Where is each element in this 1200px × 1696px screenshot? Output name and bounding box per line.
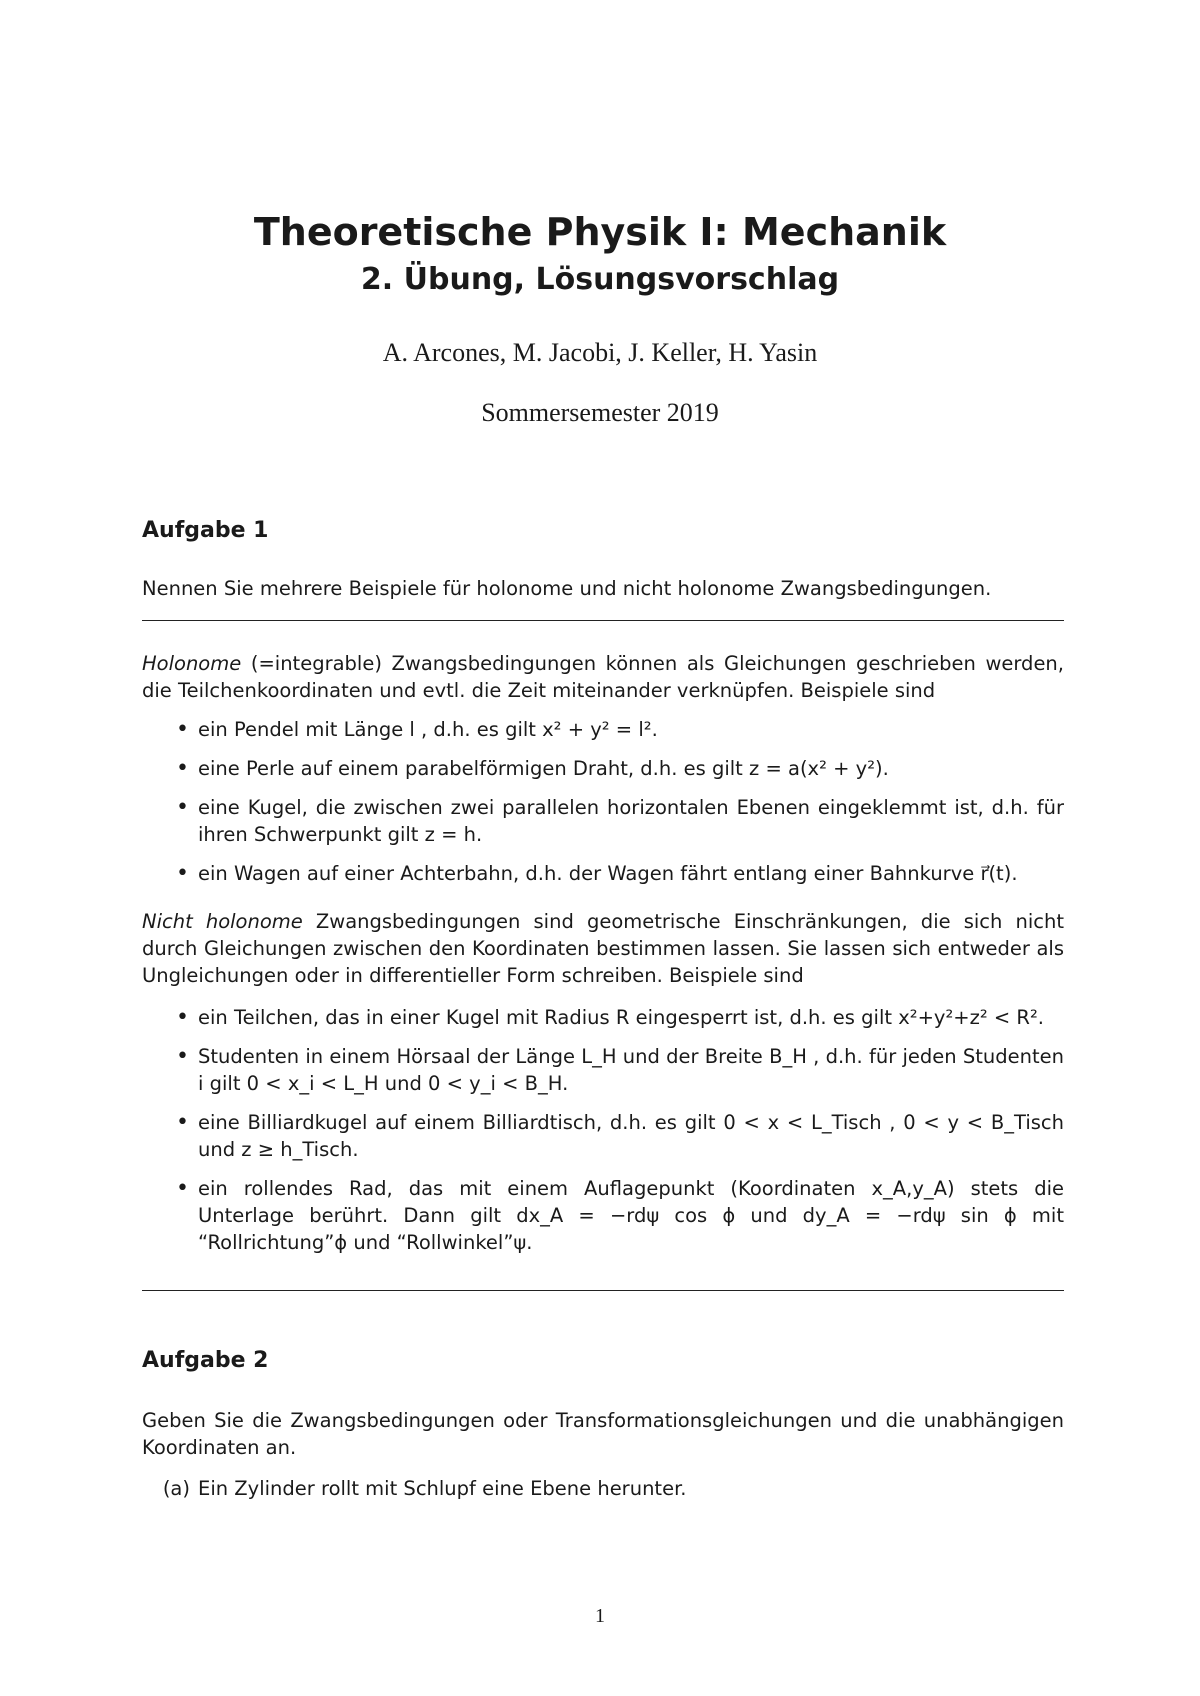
nonholonomic-intro xyxy=(142,908,1064,989)
divider-rule xyxy=(142,620,1064,621)
task-1-question: Nennen Sie mehrere Beispiele für holonome und nicht holonome Zwangsbedingungen. xyxy=(142,577,992,600)
task-1-heading: Aufgabe 1 xyxy=(142,518,269,543)
holonomic-intro xyxy=(142,650,1064,704)
enum-label: (a) xyxy=(162,1477,190,1500)
document-title: Theoretische Physik I: Mechanik xyxy=(253,210,947,254)
list-item: • eine Kugel, die zwischen zwei parallelen horizontalen Ebenen eingeklemmt ist, d.h. für ihren Schwerpunkt gilt z = h. xyxy=(142,794,1064,848)
document-semester: Sommersemester 2019 xyxy=(481,398,719,427)
holonomic-examples-list xyxy=(142,716,1064,899)
holonomic-intro-text: (=integrable) Zwangsbedingungen können als Gleichungen geschrieben werden, die Teilchenkoordinaten und evtl. die Zeit miteinander verknüpfen. Beispiele sind xyxy=(142,652,1064,702)
task-2-question: Geben Sie die Zwangsbedingungen oder Transformationsgleichungen und die unabhängigen Koordinaten an. xyxy=(142,1409,1064,1459)
task-2-heading: Aufgabe 2 xyxy=(142,1348,269,1373)
enum-text: Ein Zylinder rollt mit Schlupf eine Ebene herunter. xyxy=(198,1477,687,1500)
document-subtitle: 2. Übung, Lösungsvorschlag xyxy=(360,262,840,297)
nonholonomic-intro-text: Zwangsbedingungen sind geometrische Einschränkungen, die sich nicht durch Gleichungen zwischen den Koordinaten bestimmen lassen. Sie lassen sich entweder als Ungleichungen oder in differentieller Form schreiben. Beispiele sind xyxy=(142,910,1064,987)
nonholonomic-examples-list xyxy=(142,1004,1064,1268)
list-item: • ein Teilchen, das in einer Kugel mit Radius R eingesperrt ist, d.h. es gilt x²+y²+z² < R². xyxy=(142,1004,1064,1031)
divider-rule xyxy=(142,1290,1064,1291)
nonholonomic-term: Nicht holonome xyxy=(142,910,303,933)
holonomic-term: Holonome xyxy=(142,652,242,675)
list-item: • eine Billiardkugel auf einem Billiardtisch, d.h. es gilt 0 < x < L_Tisch , 0 < y < B_Tisch und z ≥ h_Tisch. xyxy=(142,1109,1064,1163)
list-item: • eine Perle auf einem parabelförmigen Draht, d.h. es gilt z = a(x² + y²). xyxy=(142,755,1064,782)
task-2-item-a xyxy=(142,1475,1064,1502)
list-item: • Studenten in einem Hörsaal der Länge L_H und der Breite B_H , d.h. für jeden Studenten i gilt 0 < x_i < L_H und 0 < y_i < B_H. xyxy=(142,1043,1064,1097)
page-number: 1 xyxy=(595,1605,605,1627)
list-item: • ein Wagen auf einer Achterbahn, d.h. der Wagen fährt entlang einer Bahnkurve r⃗(t). xyxy=(142,860,1064,887)
list-item: • ein Pendel mit Länge l , d.h. es gilt x² + y² = l². xyxy=(142,716,1064,743)
list-item: • ein rollendes Rad, das mit einem Auflagepunkt (Koordinaten x_A,y_A) stets die Unterlage berührt. Dann gilt dx_A = −rdψ cos ϕ und dy_A = −rdψ sin ϕ mit “Rollrichtung”ϕ und “Rollwinkel”ψ. xyxy=(142,1175,1064,1256)
document-authors: A. Arcones, M. Jacobi, J. Keller, H. Yasin xyxy=(382,338,818,367)
